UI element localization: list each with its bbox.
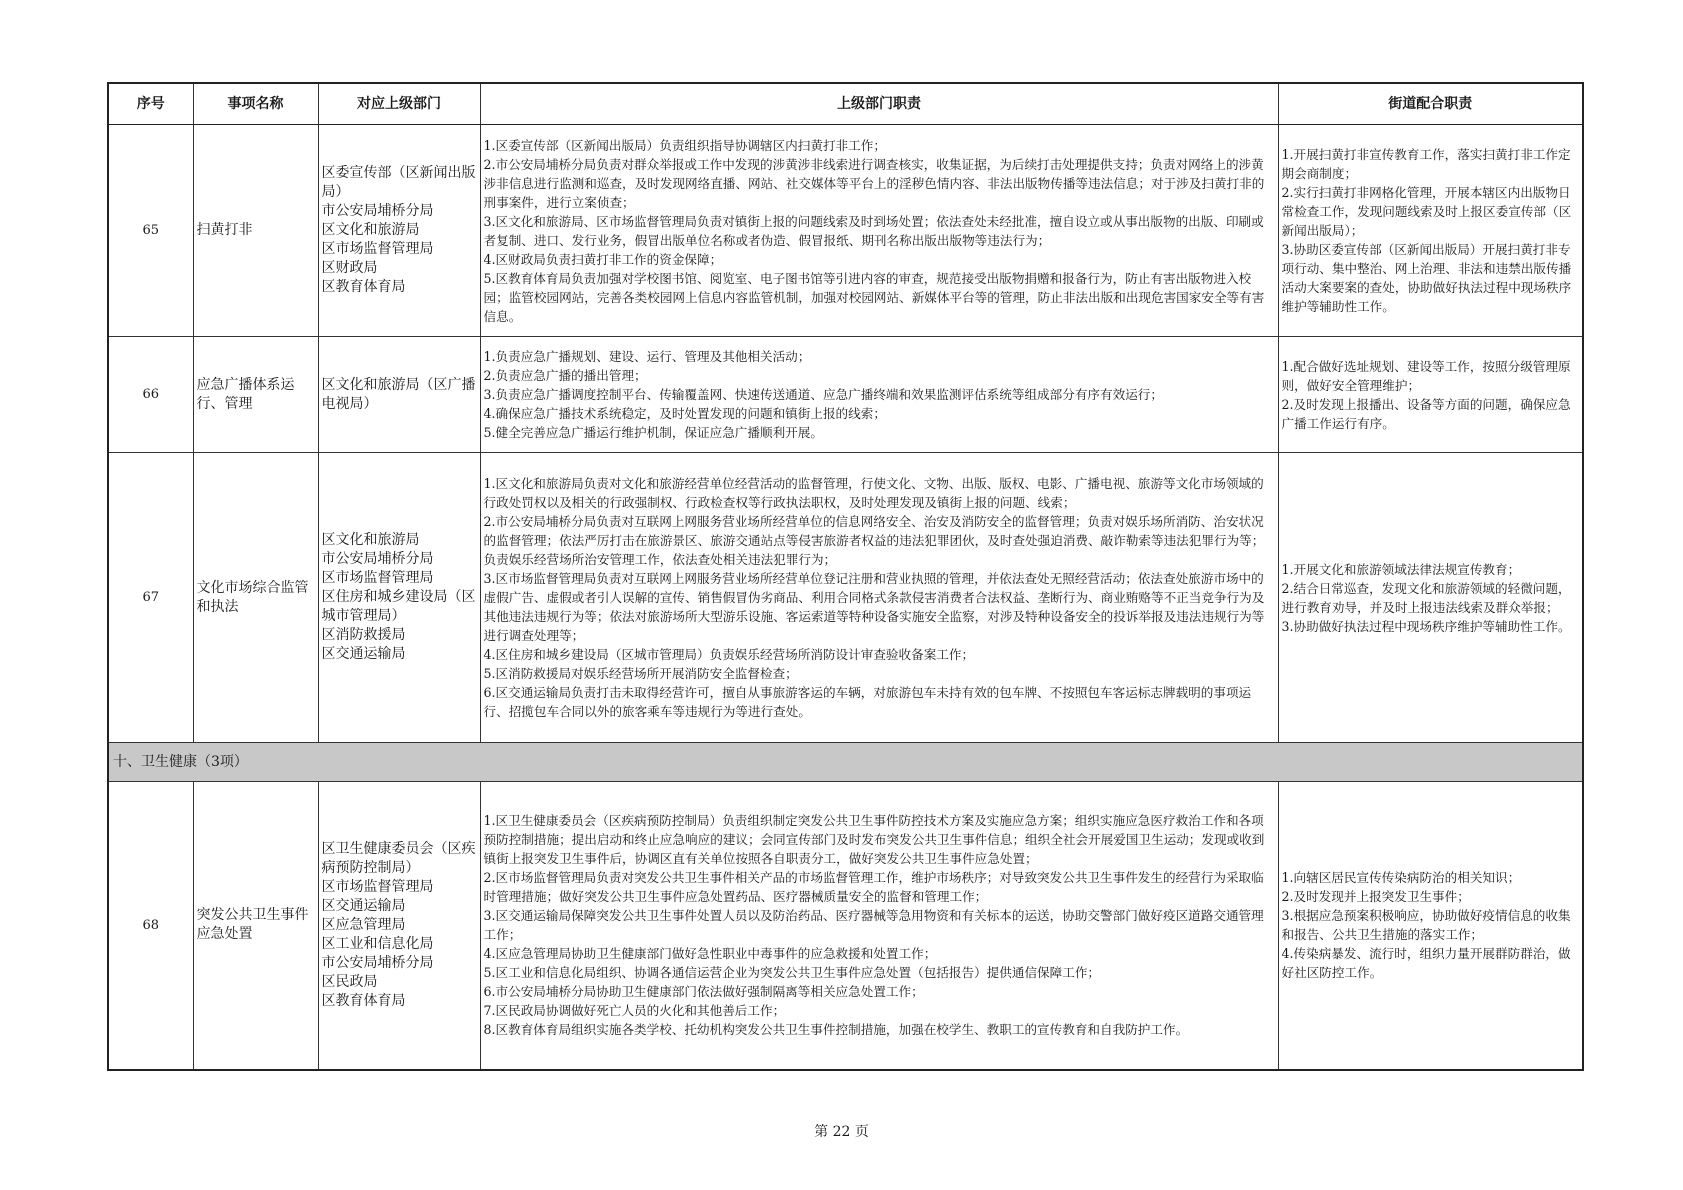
- row-superior-duties: [480, 125, 1278, 337]
- street-duty-line: 2.及时发现上报播出、设备等方面的问题，确保应急广播工作运行有序。: [1281, 396, 1571, 431]
- dept-line: 区教育体育局: [321, 279, 406, 295]
- street-duty-line: 1.开展文化和旅游领域法律法规宣传教育；: [1281, 561, 1521, 577]
- street-duty-line: 4.传染病暴发、流行时，组织力量开展群防群治，做好社区防控工作。: [1281, 946, 1571, 981]
- dept-line: 区工业和信息化局: [321, 935, 434, 952]
- header-seq: 序号: [108, 83, 193, 125]
- duty-line: 1.区委宣传部（区新闻出版局）负责组织指导协调辖区内扫黄打非工作；: [483, 137, 886, 153]
- street-duty-line: 1.向辖区居民宣传传染病防治的相关知识；: [1281, 870, 1521, 886]
- table-row: [108, 125, 1583, 337]
- street-duty-line: 3.协助做好执法过程中现场秩序维护等辅助性工作。: [1281, 618, 1571, 634]
- duty-line: 5.健全完善应急广播运行维护机制，保证应急广播顺利开展。: [483, 425, 823, 440]
- page-number: 第 22 页: [814, 1124, 869, 1140]
- row-seq: 67: [108, 453, 193, 743]
- header-street-duties: 街道配合职责: [1278, 83, 1583, 125]
- duty-line: 6.市公安局埔桥分局协助卫生健康部门依法做好强制隔离等相关应急处置工作；: [483, 984, 924, 1000]
- duty-line: 3.负责应急广播调度控制平台、传输覆盖网、快速传送通道、应急广播终端和效果监测评估系统等组成部分有序有效运行；: [483, 387, 1163, 402]
- duty-line: 4.区应急管理局协助卫生健康部门做好急性职业中毒事件的应急救援和处置工作；: [483, 946, 937, 962]
- street-duty-line: 3.根据应急预案积极响应，协助做好疫情信息的收集和报告、公共卫生措施的落实工作；: [1281, 908, 1571, 943]
- row-departments: [318, 453, 480, 743]
- dept-line: 区市场监督管理局: [321, 878, 434, 895]
- street-duty-line: 2.实行扫黄打非网格化管理，开展本辖区内出版物日常检查工作，发现问题线索及时上报区委宣传部（区新闻出版局）；: [1281, 185, 1572, 238]
- duty-line: 2.区市场监督管理局负责对突发公共卫生事件相关产品的市场监督管理工作，维护市场秩序；对导致突发公共卫生事件发生的经营行为采取临时管理措施；做好突发公共卫生事件应急处置药品、医疗器械质量安全的监督和管理工作；: [483, 870, 1264, 905]
- dept-line: 区交通运输局: [321, 646, 406, 662]
- row-superior-duties: [480, 782, 1278, 1070]
- duty-line: 3.区市场监督管理局负责对互联网上网服务营业场所经营单位登记注册和营业执照的管理，并依法查处无照经营活动；依法查处旅游市场中的虚假广告、虚假或者引人误解的宣传、销售假冒伪劣商品、利用合同格式条款侵害消费者合法权益、垄断行为、商业贿赂等不正当竞争行为及其他违法违规行为等；依法对旅游场所大型游乐设施、客运索道等特种设备实施安全监察，对涉及特种设备安全的投诉举报及违法违规行为等进行调查处理等；: [483, 571, 1265, 643]
- dept-line: 区市场监督管理局: [321, 241, 434, 257]
- table-header-row: [108, 83, 1583, 125]
- duty-line: 4.区财政局负责扫黄打非工作的资金保障；: [483, 251, 723, 267]
- row-superior-duties: [480, 453, 1278, 743]
- dept-line: 市公安局埔桥分局: [321, 954, 434, 971]
- duty-line: 7.区民政局协调做好死亡人员的火化和其他善后工作；: [483, 1003, 786, 1019]
- header-superior-dept: 对应上级部门: [318, 83, 480, 125]
- street-duty-line: 2.结合日常巡查，发现文化和旅游领域的轻微问题，进行教育劝导，并及时上报违法线索及群众举报；: [1281, 580, 1571, 615]
- duty-line: 4.确保应急广播技术系统稳定，及时处置发现的问题和镇街上报的线索；: [483, 406, 886, 421]
- row-seq: 68: [108, 782, 193, 1070]
- duty-line: 8.区教育体育局组织实施各类学校、托幼机构突发公共卫生事件控制措施，加强在校学生、教职工的宣传教育和自我防护工作。: [483, 1022, 1189, 1038]
- row-street-duties: [1278, 337, 1583, 453]
- dept-line: 区文化和旅游局: [321, 222, 420, 238]
- row-seq: 65: [108, 125, 193, 337]
- dept-line: 区文化和旅游局: [321, 532, 420, 548]
- street-duty-line: 3.协助区委宣传部（区新闻出版局）开展扫黄打非专项行动、集中整治、网上治理、非法和违禁出版传播活动大案要案的查处，协助做好执法过程中现场秩序维护等辅助性工作。: [1281, 242, 1572, 314]
- responsibility-table: [107, 82, 1584, 1071]
- row-superior-duties: [480, 337, 1278, 453]
- duty-line: 6.区交通运输局负责打击未取得经营许可，擅自从事旅游客运的车辆，对旅游包车未持有效的包车牌、不按照包车客运标志牌载明的事项运行、招揽包车合同以外的旅客乘车等违规行为等进行查处。: [483, 685, 1252, 719]
- dept-line: 区文化和旅游局（区广播电视局）: [321, 376, 476, 412]
- duty-line: 2.市公安局埔桥分局负责对群众举报或工作中发现的涉黄涉非线索进行调查核实，收集证据，为后续打击处理提供支持；负责对网络上的涉黄涉非信息进行监测和巡查，及时发现网络直播、网站、社交媒体等平台上的淫秽色情内容、非法出版物传播等违法信息；对于涉及扫黄打非的刑事案件，进行立案侦查；: [483, 156, 1265, 210]
- duty-line: 5.区消防救援局对娱乐经营场所开展消防安全监督检查；: [483, 666, 798, 681]
- dept-line: 区住房和城乡建设局（区城市管理局）: [321, 589, 476, 624]
- duty-line: 2.市公安局埔桥分局负责对互联网上网服务营业场所经营单位的信息网络安全、治安及消防安全的监督管理；负责对娱乐场所消防、治安状况的监督管理；依法严厉打击在旅游景区、旅游交通站点等侵害旅游者权益的违法犯罪团伙，及时查处强迫消费、敲诈勒索等违法犯罪行为等；负责娱乐经营场所治安管理工作，依法查处相关违法犯罪行为；: [483, 514, 1265, 567]
- dept-line: 区交通运输局: [321, 897, 406, 914]
- section-row: [108, 743, 1583, 782]
- duty-line: 1.区文化和旅游局负责对文化和旅游经营单位经营活动的监督管理，行使文化、文物、出版、版权、电影、广播电视、旅游等文化市场领域的行政处罚权以及相关的行政强制权、行政检查权等行政执法职权，及时处理发现及镇街上报的问题、线索；: [483, 476, 1264, 510]
- row-street-duties: [1278, 125, 1583, 337]
- duty-line: 4.区住房和城乡建设局（区城市管理局）负责娱乐经营场所消防设计审查验收备案工作；: [483, 647, 975, 662]
- duty-line: 3.区文化和旅游局、区市场监督管理局负责对镇街上报的问题线索及时到场处置；依法查处未经批准，擅自设立或从事出版物的出版、印刷或者复制、进口、发行业务，假冒出版单位名称或者伪造、假冒报纸、期刊名称出版出版物等违法行为；: [483, 213, 1264, 248]
- duty-line: 1.区卫生健康委员会（区疾病预防控制局）负责组织制定突发公共卫生事件防控技术方案及实施应急方案；组织实施应急医疗救治工作和各项预防控制措施；提出启动和终止应急响应的建议；会同宣传部门及时发布突发公共卫生事件信息；组织全社会开展爱国卫生运动；发现或收到镇街上报突发卫生事件后，协调区直有关单位按照各自职责分工，做好突发公共卫生事件应急处置；: [483, 813, 1265, 867]
- dept-line: 市公安局埔桥分局: [321, 551, 434, 567]
- duty-line: 5.区工业和信息化局组织、协调各通信运营企业为突发公共卫生事件应急处置（包括报告）提供通信保障工作；: [483, 965, 1101, 981]
- dept-line: 区市场监督管理局: [321, 570, 434, 586]
- dept-line: 区消防救援局: [321, 627, 406, 643]
- street-duty-line: 1.配合做好选址规划、建设等工作，按照分级管理原则，做好安全管理维护；: [1281, 358, 1571, 393]
- row-departments: [318, 125, 480, 337]
- row-departments: [318, 782, 480, 1070]
- header-superior-duties: 上级部门职责: [480, 83, 1278, 125]
- dept-line: 区卫生健康委员会（区疾病预防控制局）: [321, 840, 476, 876]
- street-duty-line: 2.及时发现并上报突发卫生事件；: [1281, 889, 1470, 905]
- table-row: [108, 782, 1583, 1070]
- row-street-duties: [1278, 453, 1583, 743]
- duty-line: 1.负责应急广播规划、建设、运行、管理及其他相关活动；: [483, 349, 811, 364]
- row-item-name: 扫黄打非: [193, 125, 318, 337]
- row-seq: 66: [108, 337, 193, 453]
- row-street-duties: [1278, 782, 1583, 1070]
- dept-line: 区委宣传部（区新闻出版局）: [321, 165, 476, 200]
- row-item-name: 突发公共卫生事件应急处置: [193, 782, 318, 1070]
- row-item-name: 文化市场综合监管和执法: [193, 453, 318, 743]
- duty-line: 3.区交通运输局保障突发公共卫生事件处置人员以及防治药品、医疗器械等急用物资和有关标本的运送，协助交警部门做好疫区道路交通管理工作；: [483, 908, 1264, 943]
- dept-line: 区财政局: [321, 260, 378, 276]
- dept-line: 区应急管理局: [321, 916, 406, 933]
- row-item-name: 应急广播体系运行、管理: [193, 337, 318, 453]
- street-duty-line: 1.开展扫黄打非宣传教育工作，落实扫黄打非工作定期会商制度；: [1281, 147, 1571, 181]
- dept-line: 区教育体育局: [321, 992, 406, 1009]
- row-departments: [318, 337, 480, 453]
- header-item-name: 事项名称: [193, 83, 318, 125]
- dept-line: 市公安局埔桥分局: [321, 203, 434, 219]
- duty-line: 2.负责应急广播的播出管理；: [483, 368, 647, 383]
- table-row: [108, 453, 1583, 743]
- section-title: 十、卫生健康（3项）: [108, 743, 1583, 782]
- table-row: [108, 337, 1583, 453]
- duty-line: 5.区教育体育局负责加强对学校图书馆、阅览室、电子图书馆等引进内容的审查，规范接受出版物捐赠和报备行为，防止有害出版物进入校园；监管校园网站，完善各类校园网上信息内容监管机制，加强对校园网站、新媒体平台等的管理，防止非法出版和出现危害国家安全等有害信息。: [483, 270, 1265, 324]
- dept-line: 区民政局: [321, 973, 378, 990]
